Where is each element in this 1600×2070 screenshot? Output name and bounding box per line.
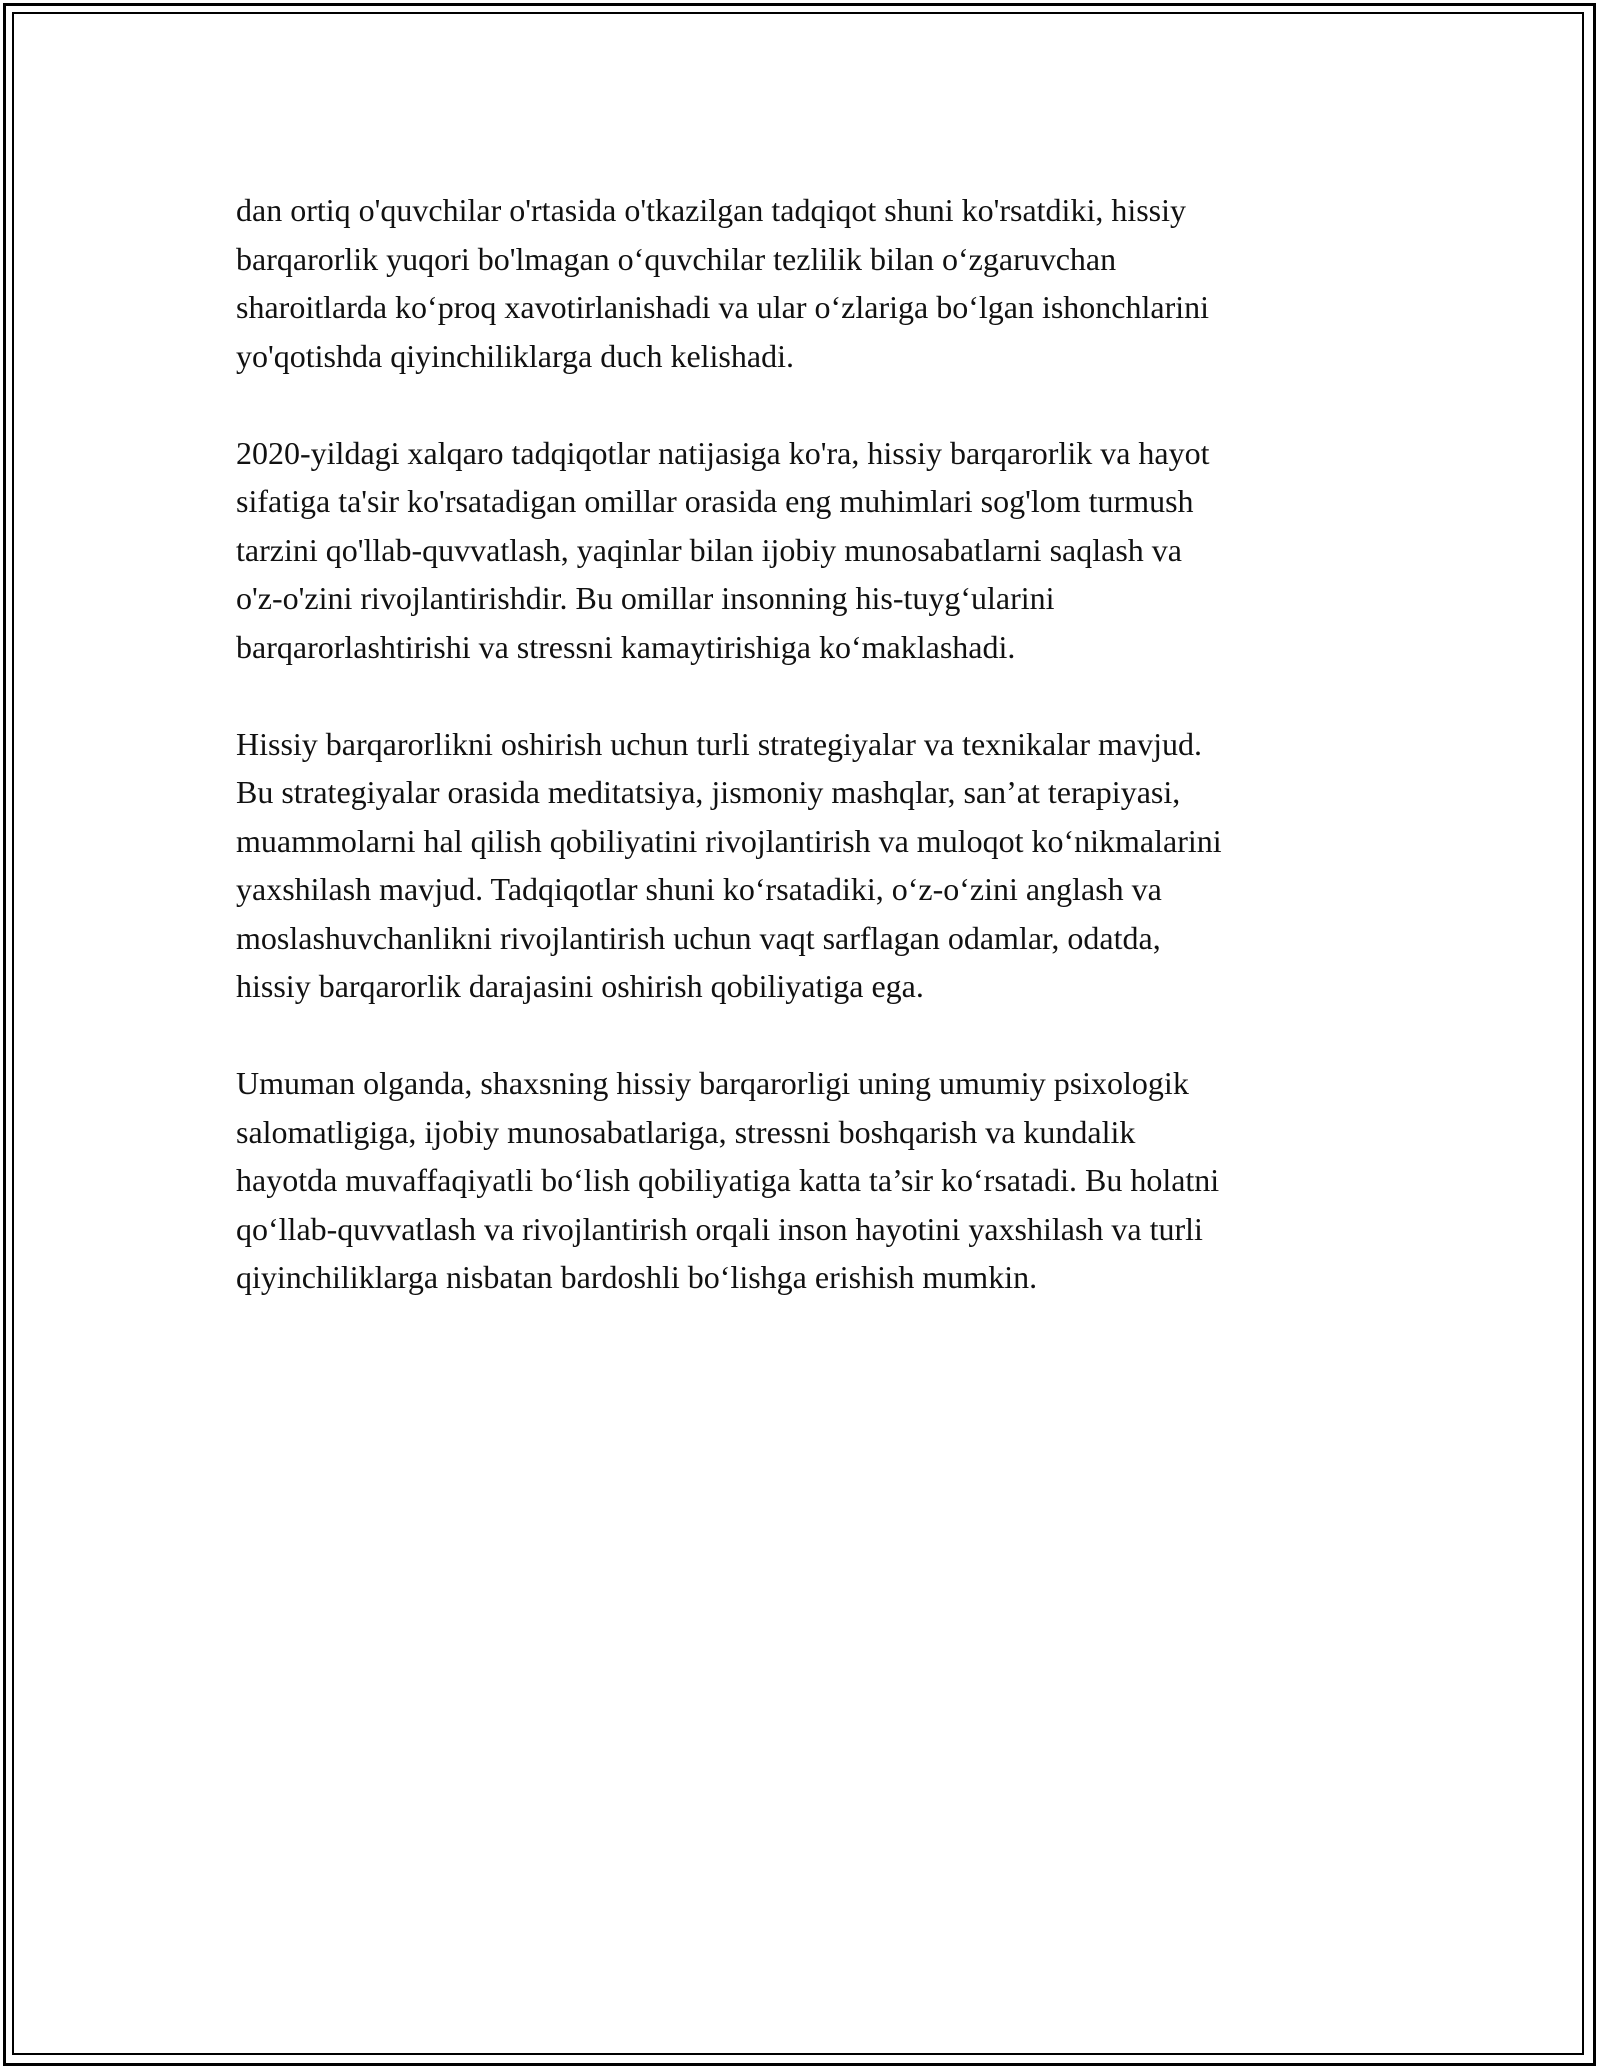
text-line: Bu strategiyalar orasida meditatsiya, jismoniy mashqlar, san’at terapiyasi, — [236, 774, 1181, 810]
text-line: salomatligiga, ijobiy munosabatlariga, stressni boshqarish va kundalik — [236, 1113, 1136, 1150]
text-line: moslashuvchanlikni rivojlantirish uchun vaqt sarflagan odamlar, odatda, — [236, 919, 1161, 956]
text-line: o'z-o'zini rivojlantirishdir. Bu omillar insonning his-tuyg‘ularini — [236, 580, 1055, 616]
text-line: Hissiy barqarorlikni oshirish uchun turli strategiyalar va texnikalar mavjud. — [236, 725, 1202, 762]
paragraph-3 — [236, 720, 1396, 1011]
text-line: sharoitlarda ko‘proq xavotirlanishadi va ular o‘zlariga bo‘lgan ishonchlarini — [236, 289, 1210, 325]
text-line: hayotda muvaffaqiyatli bo‘lish qobiliyatiga katta ta’sir ko‘rsatadi. Bu holatni — [236, 1162, 1220, 1198]
text-line: 2020-yildagi xalqaro tadqiqotlar natijasiga ko'ra, hissiy barqarorlik va hayot — [236, 434, 1210, 471]
text-line: sifatiga ta'sir ko'rsatadigan omillar orasida eng muhimlari sog'lom turmush — [236, 483, 1194, 519]
text-line: tarzini qo'llab-quvvatlash, yaqinlar bilan ijobiy munosabatlarni saqlash va — [236, 531, 1182, 568]
text-line: qiyinchiliklarga nisbatan bardoshli bo‘lishga erishish mumkin. — [236, 1259, 1038, 1295]
text-line: Umuman olganda, shaxsning hissiy barqarorligi uning umumiy psixologik — [236, 1065, 1189, 1101]
text-line: qo‘llab-quvvatlash va rivojlantirish orqali inson hayotini yaxshilash va turli — [236, 1210, 1203, 1247]
text-line: yo'qotishda qiyinchiliklarga duch kelishadi. — [236, 337, 794, 374]
text-line: hissiy barqarorlik darajasini oshirish qobiliyatiga ega. — [236, 968, 924, 1004]
text-line: barqarorlashtirishi va stressni kamaytirishiga ko‘maklashadi. — [236, 628, 1016, 665]
paragraph-4 — [236, 1059, 1396, 1302]
document-body — [236, 186, 1396, 1350]
paragraph-2 — [236, 429, 1396, 672]
paragraph-1 — [236, 186, 1396, 380]
text-line: dan ortiq o'quvchilar o'rtasida o'tkazilgan tadqiqot shuni ko'rsatdiki, hissiy — [236, 192, 1187, 228]
text-line: muammolarni hal qilish qobiliyatini rivojlantirish va muloqot ko‘nikmalarini — [236, 822, 1222, 859]
text-line: yaxshilash mavjud. Tadqiqotlar shuni ko‘rsatadiki, o‘z-o‘zini anglash va — [236, 871, 1162, 907]
text-line: barqarorlik yuqori bo'lmagan o‘quvchilar tezlilik bilan o‘zgaruvchan — [236, 240, 1117, 277]
